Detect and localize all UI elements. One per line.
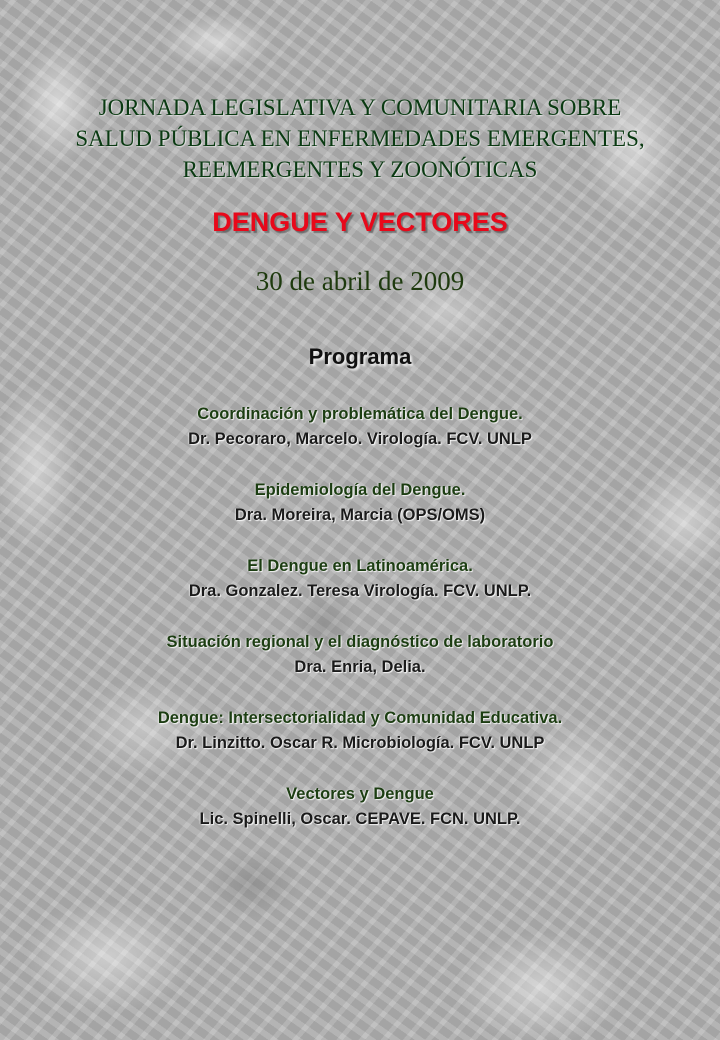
program-item	[0, 402, 720, 452]
program-speaker: Dr. Pecoraro, Marcelo. Virología. FCV. UNLP	[188, 430, 532, 448]
program-speaker: Dra. Enria, Delia.	[294, 658, 426, 676]
program-topic: Epidemiología del Dengue.	[254, 481, 466, 499]
event-date: 30 de abril de 2009	[255, 266, 465, 296]
program-topic: Situación regional y el diagnóstico de laboratorio	[166, 633, 554, 651]
heading-line-3: REEMERGENTES Y ZOONÓTICAS	[182, 157, 538, 182]
event-title: DENGUE Y VECTORES	[212, 207, 508, 237]
program-item	[0, 706, 720, 756]
program-item	[0, 782, 720, 832]
program-speaker: Dr. Linzitto. Oscar R. Microbiología. FCV. UNLP	[175, 734, 545, 752]
heading-line-2: SALUD PÚBLICA EN ENFERMEDADES EMERGENTES,	[75, 126, 645, 151]
program-item	[0, 478, 720, 528]
program-speaker: Lic. Spinelli, Oscar. CEPAVE. FCN. UNLP.	[199, 810, 521, 828]
event-heading	[0, 92, 720, 185]
heading-line-1: JORNADA LEGISLATIVA Y COMUNITARIA SOBRE	[98, 95, 622, 120]
program-speaker: Dra. Moreira, Marcia (OPS/OMS)	[234, 506, 486, 524]
program-list	[0, 402, 720, 858]
program-topic: El Dengue en Latinoamérica.	[247, 557, 473, 575]
program-topic: Dengue: Intersectorialidad y Comunidad Educativa.	[157, 709, 563, 727]
program-item	[0, 554, 720, 604]
program-item	[0, 630, 720, 680]
program-speaker: Dra. Gonzalez. Teresa Virología. FCV. UNLP.	[188, 582, 532, 600]
program-topic: Coordinación y problemática del Dengue.	[197, 405, 523, 423]
program-label: Programa	[308, 344, 412, 369]
program-topic: Vectores y Dengue	[286, 785, 434, 803]
